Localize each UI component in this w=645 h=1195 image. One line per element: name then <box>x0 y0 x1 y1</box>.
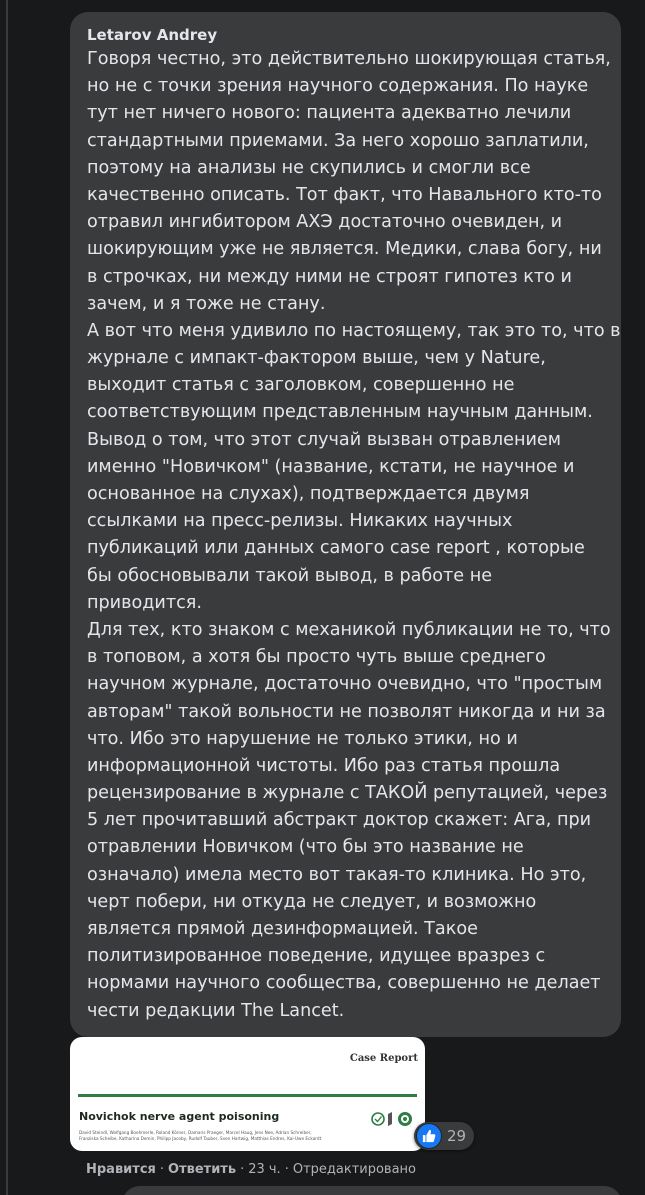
comment-line: выходит статья с заголовком, совершенно не <box>87 375 515 396</box>
next-comment-bubble <box>122 1186 622 1195</box>
separator: · <box>240 1161 245 1177</box>
comment-line: зачем, и я тоже не стану. <box>87 293 326 314</box>
attachment-badge: Case Report <box>349 1053 418 1064</box>
comment-line: политизированное поведение, идущее вразрез с <box>87 946 546 967</box>
edited-label[interactable]: Отредактировано <box>292 1161 417 1177</box>
comment-line: бы обосновывали такой вывод, в работе не <box>87 565 493 586</box>
comment-author[interactable]: Letarov Andrey <box>87 26 218 44</box>
comment-line: стандартными приемами. За него хорошо заплатили, <box>87 130 589 151</box>
comment-line: качественно описать. Тот факт, что Навального кто-то <box>87 184 602 205</box>
comment-line: Говоря честно, это действительно шокирующая статья, <box>87 49 611 69</box>
comment-line: чести редакции The Lancet. <box>87 1000 345 1021</box>
comment-line: приводится. <box>87 592 202 613</box>
comment-line: рецензирование в журнале с ТАКОЙ репутацией, через <box>87 783 608 804</box>
comment-line: что. Ибо это нарушение не только этики, но и <box>87 728 518 749</box>
comment-line: в топовом, а хотя бы просто чуть выше среднего <box>87 647 546 668</box>
comment-line: основанное на слухах), подтверждается двумя <box>87 484 530 504</box>
separator: · <box>159 1161 165 1177</box>
comment-line: в строчках, ни между ними не строят гипотез кто и <box>87 266 572 287</box>
comment-line: отравлении Новичком (что бы это название не <box>87 837 524 858</box>
comment-line: является прямой дезинформацией. Такое <box>87 919 478 939</box>
comment-line: Вывод о том, что этот случай вызван отравлением <box>87 429 562 450</box>
comment-text <box>87 46 621 1025</box>
attachment-authors: David Steindl, Wolfgang Boehmerle, Roland Körner, Damaris Praeger, Marcel Haug, Jens Nee, Adrian Schreiber, Franziska Scheibe, Katharina Demin, Philipp Jacoby, Rudolf Tauber, Sven Hartwig, Matthias Endres, Kai-Uwe Eckardt <box>79 1130 322 1141</box>
comment-line: соответствующим представленным научным данным. <box>87 402 593 423</box>
journal-logos-icon <box>369 1108 419 1130</box>
like-icon <box>416 1123 442 1149</box>
comment-line: тут нет ничего нового: пациента адекватно лечили <box>87 103 572 124</box>
comment-line: авторам" такой вольности не позволят никогда и ни за <box>87 701 606 722</box>
attachment-title: Novichok nerve agent poisoning <box>79 1110 280 1123</box>
reply-button[interactable]: Ответить <box>168 1161 237 1177</box>
comment-timestamp[interactable]: 23 ч. <box>248 1161 281 1177</box>
comment-line: журнале с импакт-фактором выше, чем у Nature, <box>87 348 546 369</box>
comment-line: информационной чистоты. Ибо раз статья прошла <box>87 755 561 776</box>
comment-line: черт побери, ни откуда не следует, и возможно <box>87 891 537 912</box>
attachment-preview[interactable] <box>70 1037 425 1151</box>
comment-bubble <box>70 12 621 1037</box>
comment-line: отравил ингибитором АХЭ достаточно очевиден, и <box>87 212 563 233</box>
comment-line: но не с точки зрения научного содержания. По науке <box>87 76 589 97</box>
comment-line: означало) имела место вот такая-то клиника. Но это, <box>87 864 587 885</box>
comment-line: публикаций или данных самого case report , которые <box>87 538 585 559</box>
separator: · <box>284 1161 289 1177</box>
comment-line: научном журнале, достаточно очевидно, что "простым <box>87 674 603 695</box>
comment-actions <box>86 1160 416 1178</box>
comment-line: именно "Новичком" (название, кстати, не научное и <box>87 456 575 477</box>
comment-line: А вот что меня удивило по настоящему, так это то, что в <box>87 320 621 341</box>
comment-line: 5 лет прочитавший абстракт доктор скажет: Ага, при <box>87 810 592 831</box>
thread-line <box>6 0 8 1195</box>
comment-line: нормами научного сообщества, совершенно не делает <box>87 973 601 994</box>
reaction-count: 29 <box>447 1127 467 1145</box>
comment-line: шокирующим уже не является. Медики, слава богу, ни <box>87 239 602 260</box>
like-button[interactable]: Нравится <box>86 1161 156 1177</box>
comment-line: поэтому на анализы не скупились и смогли все <box>87 157 531 178</box>
comment-line: Для тех, кто знаком с механикой публикации не то, что <box>87 619 611 640</box>
reaction-summary[interactable] <box>414 1122 474 1150</box>
attachment-rule <box>78 1094 417 1097</box>
comment-line: ссылками на пресс-релизы. Никаких научных <box>87 511 513 532</box>
